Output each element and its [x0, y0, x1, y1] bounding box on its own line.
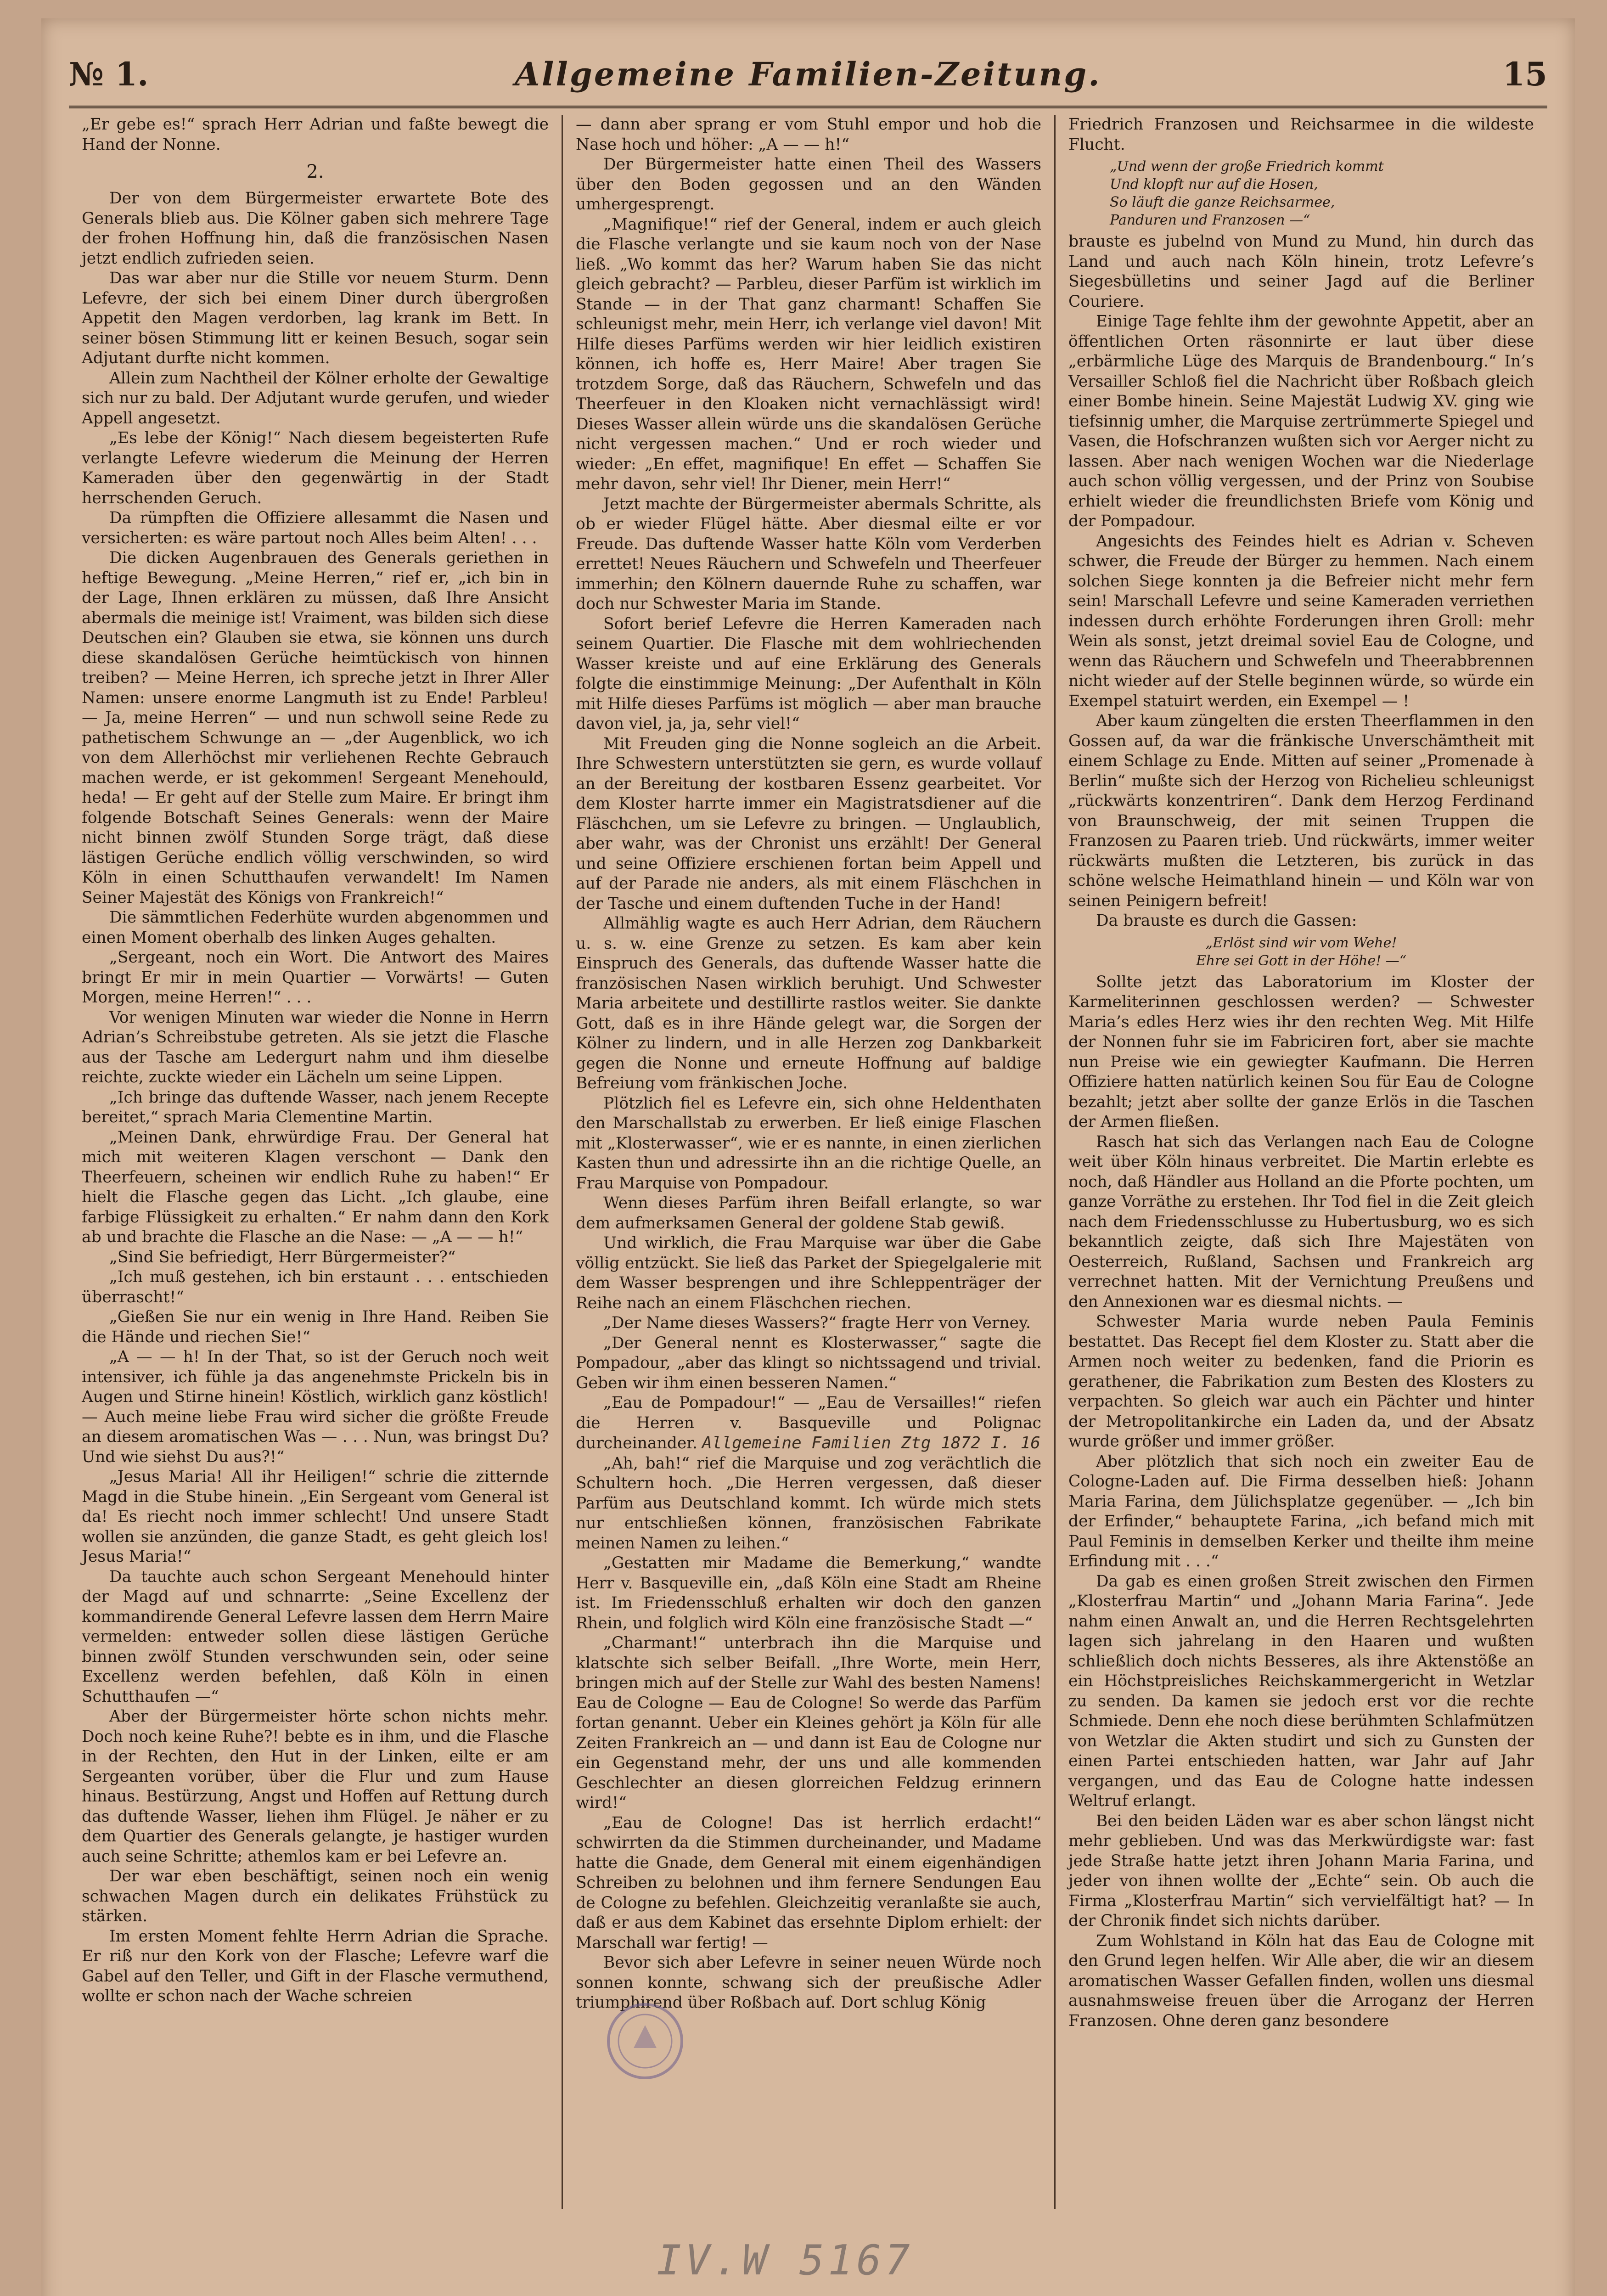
paragraph: „A — — h! In der That, so ist der Geruch noch weit intensiver, ich fühle ja das angenehmste Prickeln bis in Augen und Stirne hinein! Köstlich, wirklich ganz köstlich! — Auch meine liebe Frau wird sicher die größte Freude an diesem aromatischen Was — . . . Nun, was bringst Du? Und wie siehst Du aus?!“	[82, 1348, 549, 1466]
paragraph: „Magnifique!“ rief der General, indem er auch gleich die Flasche verlangte und sie kaum noch von der Nase ließ. „Wo kommt das her? Warum haben Sie das nicht gleich gebracht? — Parbleu, dieser Parfüm ist wirklich im Stande — in der That ganz charmant! Schaffen Sie schleunigst mehr, mein Herr, ich verlange viel davon! Mit Hilfe dieses Parfüms werden wir hier leidlich existiren können, ich hoffe es, Herr Maire! Aber tragen Sie trotzdem Sorge, daß das Räuchern, Schwefeln und das Theerfeuer in den Kloaken nicht vernachlässigt wird! Dieses Wasser allein würde uns die skandalösen Gerüche nicht vergessen machen.“ Und er roch wieder und wieder: „En effet, magnifique! En effet — Schaffen Sie mehr davon, sehr viel! Ihr Diener, mein Herr!“	[576, 215, 1041, 493]
paragraph: Allmählig wagte es auch Herr Adrian, dem Räuchern u. s. w. eine Grenze zu setzen. Es kam aber kein Einspruch des Generals, das duftende Wasser hatte die französischen Nasen wirklich beruhigt. Und Schwester Maria arbeitete und destillirte rastlos weiter. Sie dankte Gott, daß es in ihre Hände gelegt war, die Sorgen der Kölner zu lindern, und in alle Herzen zog Dankbarkeit gegen die Nonne und erneute Hoffnung auf baldige Befreiung vom fränkischen Joche.	[576, 914, 1041, 1092]
section-number: 2.	[306, 161, 324, 182]
newspaper-title: Allgemeine Familien-Zeitung.	[515, 55, 1101, 93]
paragraph: Rasch hat sich das Verlangen nach Eau de Cologne weit über Köln hinaus verbreitet. Die Martin erlebte es noch, daß Händler aus Holland an die Pforte pochten, um ganze Vorräthe zu erstehen. Ihr Tod fiel in die Zeit gleich nach dem Friedensschlusse zu Hubertusburg, wo es sich bekanntlich zeigte, daß sich Ihre Majestäten von Oesterreich, Rußland, Sachsen und Frankreich arg verrechnet hatten. Mit der Vernichtung Preußens und den Annexionen war es diesmal nichts. —	[1068, 1132, 1534, 1311]
paragraph: „Ich bringe das duftende Wasser, nach jenem Recepte bereitet,“ sprach Maria Clementine Martin.	[82, 1088, 549, 1126]
paragraph: „Er gebe es!“ sprach Herr Adrian und faßte bewegt die Hand der Nonne.	[82, 115, 549, 154]
paragraph: Da rümpften die Offiziere allesammt die Nasen und versicherten: es wäre partout noch Alles beim Alten! . . .	[82, 509, 549, 547]
paragraph: „Der Name dieses Wassers?“ fragte Herr von Verney.	[603, 1314, 1031, 1332]
paragraph: Mit Freuden ging die Nonne sogleich an die Arbeit. Ihre Schwestern unterstützten sie gern, es wurde vollauf an der Bereitung der kostbaren Essenz gearbeitet. Vor dem Kloster harrte immer ein Magistratsdiener auf die Fläschchen, um sie Lefevre zu bringen. — Unglaublich, aber wahr, was der Chronist uns erzählt! Der General und seine Offiziere erschienen fortan beim Appell und auf der Parade nie anders, als mit einem Fläschchen in der Tasche und einem duftenden Tuche in der Hand!	[576, 734, 1041, 913]
paragraph: „Jesus Maria! All ihr Heiligen!“ schrie die zitternde Magd in die Stube hinein. „Ein Sergeant vom General ist da! Es riecht noch immer schlecht! Und unsere Stadt wollen sie anzünden, die ganze Stadt, es geht gleich los! Jesus Maria!“	[82, 1468, 549, 1566]
paragraph: „Eau de Pompadour!“ — „Eau de Versailles!“ riefen die Herren v. Basqueville und Polignac durcheinander. Allgemeine Familien Ztg 1872 I. 16	[576, 1394, 1041, 1452]
issue-number: № 1.	[69, 55, 149, 93]
paragraph: „Charmant!“ unterbrach ihn die Marquise und klatschte sich selber Beifall. „Ihre Worte, mein Herr, bringen mich auf der Stelle zur Wahl des besten Namens! Eau de Cologne — Eau de Cologne! So werde das Parfüm fortan genannt. Ueber ein Kleines gehört ja Köln für alle Zeiten Frankreich an — und dann ist Eau de Cologne nur ein Gegenstand mehr, der uns und alle kommenden Geschlechter an diesen glorreichen Feldzug erinnern wird!“	[576, 1634, 1041, 1812]
paragraph: „Der General nennt es Klosterwasser,“ sagte die Pompadour, „aber das klingt so nichtssagend und trivial. Geben wir ihm einen besseren Namen.“	[576, 1334, 1041, 1392]
paragraph: Sofort berief Lefevre die Herren Kameraden nach seinem Quartier. Die Flasche mit dem wohlriechenden Wasser kreiste und auf eine Erklärung des Generals folgte die einstimmige Meinung: „Der Aufenthalt in Köln mit Hilfe dieses Parfüms ist möglich — aber man brauche davon viel, ja, ja, sehr viel!“	[576, 614, 1041, 733]
handwritten-annotation: Allgemeine Familien Ztg 1872 I. 16	[702, 1434, 1040, 1452]
paragraph: Wenn dieses Parfüm ihren Beifall erlangte, so war dem aufmerksamen General der goldene Stab gewiß.	[576, 1194, 1041, 1232]
paragraph: brauste es jubelnd von Mund zu Mund, hin durch das Land und auch nach Köln hinein, trotz Lefevre’s Siegesbülletins und seiner Jagd auf die Berliner Couriere.	[1068, 232, 1534, 311]
paragraph: — dann aber sprang er vom Stuhl empor und hob die Nase hoch und höher: „A — — h!“	[576, 115, 1041, 154]
verse-block: „Erlöst sind wir vom Wehe! Ehre sei Gott in der Höhe! —“	[1196, 934, 1407, 969]
paragraph: Im ersten Moment fehlte Herrn Adrian die Sprache. Er riß nur den Kork von der Flasche; Lefevre warf die Gabel auf den Teller, und Gift in der Flasche vermuthend, wollte er schon nach der Wache schreien	[82, 1927, 549, 2005]
column-3	[1054, 115, 1547, 2209]
paragraph: „Gestatten mir Madame die Bemerkung,“ wandte Herr v. Basqueville ein, „daß Köln eine Stadt am Rheine ist. Im Friedensschluß erhalten wir doch den ganzen Rhein, und folglich wird Köln eine französische Stadt —“	[576, 1554, 1041, 1632]
library-stamp-icon	[601, 1998, 689, 2085]
column-1	[69, 115, 562, 2209]
paragraph: Plötzlich fiel es Lefevre ein, sich ohne Heldenthaten den Marschallstab zu erwerben. Er ließ einige Flaschen mit „Klosterwasser“, wie er es nannte, in einen zierlichen Kasten thun und adressirte ihn an die richtige Quelle, an Frau Marquise von Pompadour.	[576, 1094, 1041, 1193]
paragraph: Der Bürgermeister hatte einen Theil des Wassers über den Boden gegossen und an den Wänden umhergesprengt.	[576, 155, 1041, 214]
paragraph: Einige Tage fehlte ihm der gewohnte Appetit, aber an öffentlichen Orten räsonnirte er laut über diese „erbärmliche Lüge des Marquis de Brandenbourg.“ In’s Versailler Schloß fiel die Nachricht über Roßbach gleich einer Bombe hinein. Seine Majestät Ludwig XV. ging wie tiefsinnig umher, die Marquise zertrümmerte Spiegel und Vasen, die Hofschranzen wußten sich vor Aerger nicht zu lassen. Aber nach wenigen Wochen war die Niederlage auch schon völlig vergessen, und der Prinz von Soubise erhielt wieder die freundlichsten Briefe vom König und der Pompadour.	[1068, 312, 1534, 530]
paragraph: Die sämmtlichen Federhüte wurden abgenommen und einen Moment oberhalb des linken Auges gehalten.	[82, 908, 549, 947]
paragraph: „Sergeant, noch ein Wort. Die Antwort des Maires bringt Er mir in mein Quartier — Vorwärts! — Guten Morgen, meine Herren!“ . . .	[82, 948, 549, 1007]
paragraph: Der von dem Bürgermeister erwartete Bote des Generals blieb aus. Die Kölner gaben sich mehrere Tage der frohen Hoffnung hin, daß die französischen Nasen jetzt endlich zufrieden seien.	[82, 189, 549, 268]
paragraph: „Eau de Cologne! Das ist herrlich erdacht!“ schwirrten da die Stimmen durcheinander, und Madame hatte die Gnade, dem General mit einem eigenhändigen Schreiben zu belohnen und ihm fernere Sendungen Eau de Cologne zu befehlen. Gleichzeitig veranlaßte sie auch, daß er aus dem Kabinet das ersehnte Diplom erhielt: der Marschall war fertig! —	[576, 1813, 1041, 1952]
paragraph: Aber kaum züngelten die ersten Theerflammen in den Gossen auf, da war die fränkische Unverschämtheit mit einem Schlage zu Ende. Mitten auf seiner „Promenade à Berlin“ mußte sich der Herzog von Richelieu schleunigst „rückwärts konzentriren“. Dank dem Herzog Ferdinand von Braunschweig, der mit seinen Truppen die Franzosen zu Paaren trieb. Und rückwärts, immer weiter rückwärts mußten die Letzteren, bis zurück in das schöne welsche Heimathland hinein — und Köln war von seinen Peinigern befreit!	[1068, 712, 1534, 910]
paragraph: Das war aber nur die Stille vor neuem Sturm. Denn Lefevre, der sich bei einem Diner durch übergroßen Appetit den Magen verdorben, lag krank im Bett. In seiner bösen Stimmung litt er keinen Besuch, sogar sein Adjutant durfte nicht kommen.	[82, 269, 549, 367]
paragraph: Vor wenigen Minuten war wieder die Nonne in Herrn Adrian’s Schreibstube getreten. Als sie jetzt die Flasche aus der Tasche am Ledergurt nahm und ihm dieselbe reichte, zuckte wieder ein Lächeln um seine Lippen.	[82, 1008, 549, 1086]
paragraph: Bei den beiden Läden war es aber schon längst nicht mehr geblieben. Und was das Merkwürdigste war: fast jede Straße hatte jetzt ihren Johann Maria Farina, und jeder von ihnen wollte der „Echte“ sein. Ob auch die Firma „Klosterfrau Martin“ sich vervielfältigt hat? — In der Chronik findet sich nichts darüber.	[1068, 1812, 1534, 1930]
paragraph: „Meinen Dank, ehrwürdige Frau. Der General hat mich mit weiteren Klagen verschont — Dank den Theerfeuern, scheinen wir endlich Ruhe zu haben!“ Er hielt die Flasche gegen das Licht. „Ich glaube, eine farbige Flüssigkeit zu erhalten.“ Er nahm dann den Kork ab und brachte die Flasche an die Nase: — „A — — h!“	[82, 1128, 549, 1246]
archive-signature: IV.W 5167	[657, 2236, 914, 2285]
text-columns	[69, 115, 1547, 2209]
paragraph: Da brauste es durch die Gassen:	[1096, 912, 1357, 930]
paragraph: Und wirklich, die Frau Marquise war über die Gabe völlig entzückt. Sie ließ das Parket der Spiegelgalerie mit dem Wasser besprengen und ihre Schleppenträger der Reihe nach an einem Fläschchen riechen.	[576, 1234, 1041, 1312]
page-number: 15	[1502, 55, 1547, 93]
paragraph: Allein zum Nachtheil der Kölner erholte der Gewaltige sich nur zu bald. Der Adjutant wurde gerufen, und wieder Appell angesetzt.	[82, 369, 549, 428]
paragraph: Zum Wohlstand in Köln hat das Eau de Cologne mit den Grund legen helfen. Wir Alle aber, die wir an diesem aromatischen Wasser Gefallen finden, wollen uns diesmal ausnahmsweise freuen über die Arroganz der Herren Franzosen. Ohne deren ganz besondere	[1068, 1931, 1534, 2030]
paragraph: Aber der Bürgermeister hörte schon nichts mehr. Doch noch keine Ruhe?! bebte es in ihm, und die Flasche in der Rechten, den Hut in der Linken, eilte er am Sergeanten vorüber, über die Flur und zum Hause hinaus. Bestürzung, Angst und Hoffen auf Rettung durch das duftende Wasser, liehen ihm Flügel. Je näher er zu dem Quartier des Generals gelangte, je hastiger wurden auch seine Schritte; athemlos kam er bei Lefevre an.	[82, 1707, 549, 1866]
newspaper-page	[41, 18, 1575, 2296]
paragraph: Aber plötzlich that sich noch ein zweiter Eau de Cologne-Laden auf. Die Firma desselben hieß: Johann Maria Farina, dem Jülichsplatze gegenüber. — „Ich bin der Erfinder,“ behauptete Farina, „ich befand mich mit Paul Feminis in demselben Kerker und theilte ihm meine Erfindung mit . . .“	[1068, 1452, 1534, 1570]
column-2	[562, 115, 1054, 2209]
paragraph: Da gab es einen großen Streit zwischen den Firmen „Klosterfrau Martin“ und „Johann Maria Farina“. Jede nahm einen Anwalt an, und die Herren Rechtsgelehrten lagen sich jahrelang in den Haaren und wußten schließlich doch nichts Besseres, als ihre Aktenstöße an ein Höchstpreisliches Reichskammergericht in Wetzlar zu senden. Da kamen sie jedoch erst vor die rechte Schmiede. Denn ehe noch diese berühmten Schlafmützen von Wetzlar die Akten studirt und sich zu Gunsten der einen Partei entschieden hatten, war Jahr auf Jahr vergangen, und das Eau de Cologne hatte indessen Weltruf erlangt.	[1068, 1572, 1534, 1810]
paragraph: Bevor sich aber Lefevre in seiner neuen Würde noch sonnen konnte, schwang sich der preußische Adler triumphirend über Roßbach auf. Dort schlug König	[576, 1953, 1041, 2012]
verse-block: „Und wenn der große Friedrich kommt Und klopft nur auf die Hosen, So läuft die ganze Reichsarmee, Panduren und Franzosen —“	[1110, 158, 1384, 228]
paragraph: Da tauchte auch schon Sergeant Menehould hinter der Magd auf und schnarrte: „Seine Excellenz der kommandirende General Lefevre lassen dem Herrn Maire vermelden: entweder sollen diese lästigen Gerüche binnen zwölf Stunden verschwunden sein, oder seine Excellenz werden befehlen, daß Köln in einen Schutthaufen —“	[82, 1567, 549, 1706]
paragraph: Jetzt machte der Bürgermeister abermals Schritte, als ob er wieder Flügel hätte. Aber diesmal eilte er vor Freude. Das duftende Wasser hatte Köln vom Verderben errettet! Neues Räuchern und Schwefeln und Theerfeuer immerhin; den Kölnern dauernde Ruhe zu schaffen, war doch nur Schwester Maria im Stande.	[576, 495, 1041, 613]
paragraph: Angesichts des Feindes hielt es Adrian v. Scheven schwer, die Freude der Bürger zu hemmen. Nach einem solchen Siege konnten ja die Befreier nicht mehr fern sein! Marschall Lefevre und seine Kameraden verriethen indessen durch erhöhte Forderungen ihren Groll: mehr Wein als sonst, jetzt dreimal soviel Eau de Cologne, und wenn das Räuchern und Schwefeln und Theerabbrennen nicht wieder auf der Stelle beginnen würde, so würde ein Exempel statuirt werden, ein Exempel — !	[1068, 532, 1534, 710]
paragraph: Friedrich Franzosen und Reichsarmee in die wildeste Flucht.	[1068, 115, 1534, 154]
paragraph: „Es lebe der König!“ Nach diesem begeisterten Rufe verlangte Lefevre wiederum die Meinung der Herren Kameraden über den gegenwärtig in der Stadt herrschenden Geruch.	[82, 429, 549, 507]
paragraph: „Sind Sie befriedigt, Herr Bürgermeister?“	[109, 1248, 456, 1266]
paragraph: Die dicken Augenbrauen des Generals geriethen in heftige Bewegung. „Meine Herren,“ rief er, „ich bin in der Lage, Ihnen erklären zu müssen, daß Ihre Ansicht abermals die meinige ist! Vraiment, was bilden sich diese Deutschen ein? Glauben sie etwa, sie können uns durch diese skandalösen Gerüche heimtückisch von hinnen treiben? — Meine Herren, ich spreche jetzt in Ihrer Aller Namen: unsere enorme Langmuth ist zu Ende! Parbleu! — Ja, meine Herren“ — und nun schwoll seine Rede zu pathetischem Schwunge an — „der Augenblick, wo ich von dem Allerhöchst mir verliehenen Rechte Gebrauch machen werde, er ist gekommen! Sergeant Menehould, heda! — Er geht auf der Stelle zum Maire. Er bringt ihm folgende Botschaft Seines Generals: wenn der Maire nicht binnen zwölf Stunden Sorge trägt, daß diese lästigen Gerüche endlich völlig verschwinden, so wird Köln in einen Schutthaufen verwandelt! Im Namen Seiner Majestät des Königs von Frankreich!“	[82, 549, 549, 907]
paragraph: Schwester Maria wurde neben Paula Feminis bestattet. Das Recept fiel dem Kloster zu. Statt aber die Armen noch weiter zu bedenken, fand die Priorin es gerathener, die Fabrikation zum Besten des Klosters zu verpachten. So gleich war auch ein Pächter und hinter der Metropolitankirche ein Laden da, und der Absatz wurde größer und immer größer.	[1068, 1312, 1534, 1451]
paragraph: „Ah, bah!“ rief die Marquise und zog verächtlich die Schultern hoch. „Die Herren vergessen, daß dieser Parfüm aus Deutschland kommt. Ich würde mich stets nur entschließen können, französischen Fabrikate meinen Namen zu leihen.“	[576, 1454, 1041, 1553]
page-header	[69, 37, 1547, 108]
paragraph: „Ich muß gestehen, ich bin erstaunt . . . entschieden überrascht!“	[82, 1268, 549, 1306]
paragraph: Der war eben beschäftigt, seinen noch ein wenig schwachen Magen durch ein delikates Frühstück zu stärken.	[82, 1867, 549, 1925]
paragraph: Sollte jetzt das Laboratorium im Kloster der Karmeliterinnen geschlossen werden? — Schwester Maria’s edles Herz wies ihr den rechten Weg. Mit Hilfe der Nonnen fuhr sie im Fabriciren fort, aber sie machte nun Preise wie ein gewiegter Kaufmann. Die Herren Offiziere hatten natürlich keinen Sou für Eau de Cologne bezahlt; jetzt aber sollte der ganze Erlös in die Taschen der Armen fließen.	[1068, 973, 1534, 1131]
paragraph: „Gießen Sie nur ein wenig in Ihre Hand. Reiben Sie die Hände und riechen Sie!“	[82, 1308, 549, 1346]
